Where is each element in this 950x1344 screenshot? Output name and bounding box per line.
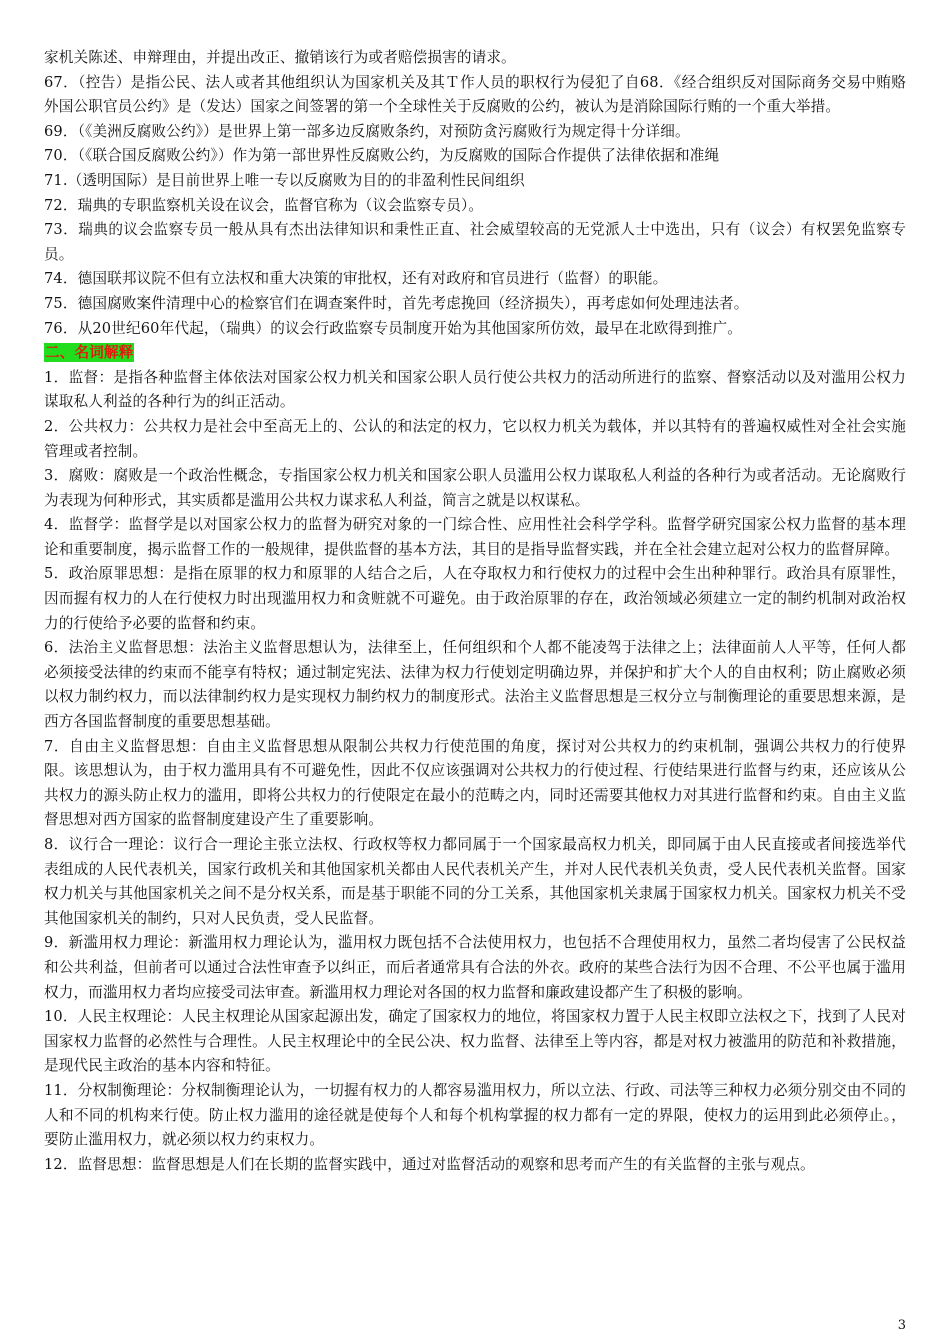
section-heading: 二、名词解释 <box>45 344 134 362</box>
page-number: 3 <box>897 1318 906 1333</box>
definition-item-10: 10．人民主权理论：人民主权理论从国家起源出发，确定了国家权力的地位，将国家权力置于人民主权即立法权之下，找到了人民对国家权力监督的必然性与合理性。人民主权理论中的全民公决、权力监督、法律至上等内容，都是对权力被滥用的防范和补救措施，是现代民主政治的基本内容和特征。 <box>44 1008 906 1075</box>
fill-blank-list <box>44 71 906 342</box>
document-body <box>44 46 906 1177</box>
definition-item-2: 2．公共权力：公共权力是社会中至高无上的、公认的和法定的权力，它以权力机关为载体，并以其特有的普遍权威性对全社会实施管理或者控制。 <box>44 417 906 460</box>
fill-blank-item-75: 75．德国腐败案件清理中心的检察官们在调查案件时，首先考虑挽回（经济损失），再考虑如何处理违法者。 <box>44 294 749 312</box>
definition-item-8: 8．议行合一理论：议行合一理论主张立法权、行政权等权力都同属于一个国家最高权力机关，即同属于由人民直接或者间接选举代表组成的人民代表机关，国家行政机关和其他国家机关都由人民代表机关产生，并对人民代表机关负责，受人民代表机关监督。国家权力机关与其他国家机关之间不是分权关系，而是基于职能不同的分工关系，其他国家机关隶属于国家权力机关。国家权力机关不受其他国家机关的制约，只对人民负责，受人民监督。 <box>44 836 906 927</box>
fill-blank-item-76: 76．从20世纪60年代起，（瑞典）的议会行政监察专员制度开始为其他国家所仿效，最早在北欧得到推广。 <box>44 319 743 337</box>
definition-item-7: 7．自由主义监督思想：自由主义监督思想从限制公共权力行使范围的角度，探讨对公共权力的约束机制，强调公共权力的行使界限。该思想认为，由于权力滥用具有不可避免性，因此不仅应该强调对公共权力的行使过程、行使结果进行监督与约束，还应该从公共权力的源头防止权力的滥用，即将公共权力的行使限定在最小的范畴之内，同时还需要其他权力对其进行监督和约束。自由主义监督思想对西方国家的监督制度建设产生了重要影响。 <box>44 737 906 829</box>
fill-blank-item-73: 73．瑞典的议会监察专员一般从具有杰出法律知识和秉性正直、社会威望较高的无党派人士中选出，只有（议会）有权罢免监察专员。 <box>44 221 906 263</box>
fill-blank-item-69: 69．（《美洲反腐败公约》）是世界上第一部多边反腐败条约，对预防贪污腐败行为规定得十分详细。 <box>44 122 690 140</box>
definition-item-3: 3．腐败：腐败是一个政治性概念，专指国家公权力机关和国家公职人员滥用公权力谋取私人利益的各种行为或者活动。无论腐败行为表现为何种形式，其实质都是滥用公共权力谋求私人利益，简言之就是以权谋私。 <box>44 467 906 509</box>
fill-blank-item-71: 71.（透明国际）是目前世界上唯一专以反腐败为目的的非盈利性民间组织 <box>44 171 525 189</box>
definition-item-4: 4．监督学：监督学是以对国家公权力的监督为研究对象的一门综合性、应用性社会科学学科。监督学研究国家公权力监督的基本理论和重要制度，揭示监督工作的一般规律，提供监督的基本方法，其目的是指导监督实践，并在全社会建立起对公权力的监督屏障。 <box>44 516 906 558</box>
intro-continuation: 家机关陈述、申辩理由，并提出改正、撤销该行为或者赔偿损害的请求。 <box>44 49 516 66</box>
definition-item-11: 11．分权制衡理论：分权制衡理论认为，一切握有权力的人都容易滥用权力，所以立法、行政、司法等三种权力必须分别交由不同的人和不同的机构来行使。防止权力滥用的途径就是使每个人和每个机构掌握的权力都有一定的界限，使权力的运用到此必须停止。，要防止滥用权力，就必须以权力约束权力。 <box>44 1081 906 1149</box>
definition-item-12: 12．监督思想：监督思想是人们在长期的监督实践中，通过对监督活动的观察和思考而产生的有关监督的主张与观点。 <box>44 1155 815 1173</box>
definition-item-1: 1．监督：是指各种监督主体依法对国家公权力机关和国家公职人员行使公共权力的活动所进行的监察、督察活动以及对滥用公权力谋取私人利益的各种行为的纠正活动。 <box>44 368 906 411</box>
definition-item-9: 9．新滥用权力理论：新滥用权力理论认为，滥用权力既包括不合法使用权力，也包括不合理使用权力，虽然二者均侵害了公民权益和公共利益，但前者可以通过合法性审查予以纠正，而后者通常具有合法的外衣。政府的某些合法行为因不合理、不公平也属于滥用权力，而滥用权力者均应接受司法审查。新滥用权力理论对各国的权力监督和廉政建设都产生了积极的影响。 <box>44 934 906 1001</box>
section-heading-row <box>44 341 906 366</box>
fill-blank-item-67: 67．（控告）是指公民、法人或者其他组织认为国家机关及其Ｔ作人员的职权行为侵犯了自68．《经合组织反对国际商务交易中贿赂外国公职官员公约》是（发达）国家之间签署的第一个全球性关于反腐败的公约，被认为是消除国际行贿的一个重大举措。 <box>44 73 906 116</box>
fill-blank-item-74: 74．德国联邦议院不但有立法权和重大决策的审批权，还有对政府和官员进行（监督）的职能。 <box>44 270 668 288</box>
definition-item-6: 6．法治主义监督思想：法治主义监督思想认为，法律至上，任何组织和个人都不能凌驾于法律之上；法律面前人人平等，任何人都必须接受法律的约束而不能享有特权；通过制定宪法、法律为权力行使划定明确边界，并保护和扩大个人的自由权利；防止腐败必须以权力制约权力，而以法律制约权力是实现权力制约权力的制度形式。法治主义监督思想是三权分立与制衡理论的重要思想来源，是西方各国监督制度的重要思想基础。 <box>44 639 906 731</box>
definition-item-5: 5．政治原罪思想：是指在原罪的权力和原罪的人结合之后，人在夺取权力和行使权力的过程中会生出种种罪行。政治具有原罪性，因而握有权力的人在行使权力时出现滥用权力和贪赃就不可避免。由于政治原罪的存在，政治领域必须建立一定的制约机制对政治权力的行使给予必要的监督和约束。 <box>44 565 906 632</box>
fill-blank-item-70: 70．（《联合国反腐败公约》）作为第一部世界性反腐败公约，为反腐败的国际合作提供了法律依据和准绳 <box>44 147 720 165</box>
fill-blank-item-72: 72．瑞典的专职监察机关设在议会，监督官称为（议会监察专员）。 <box>44 196 484 214</box>
definition-list <box>44 366 906 1178</box>
